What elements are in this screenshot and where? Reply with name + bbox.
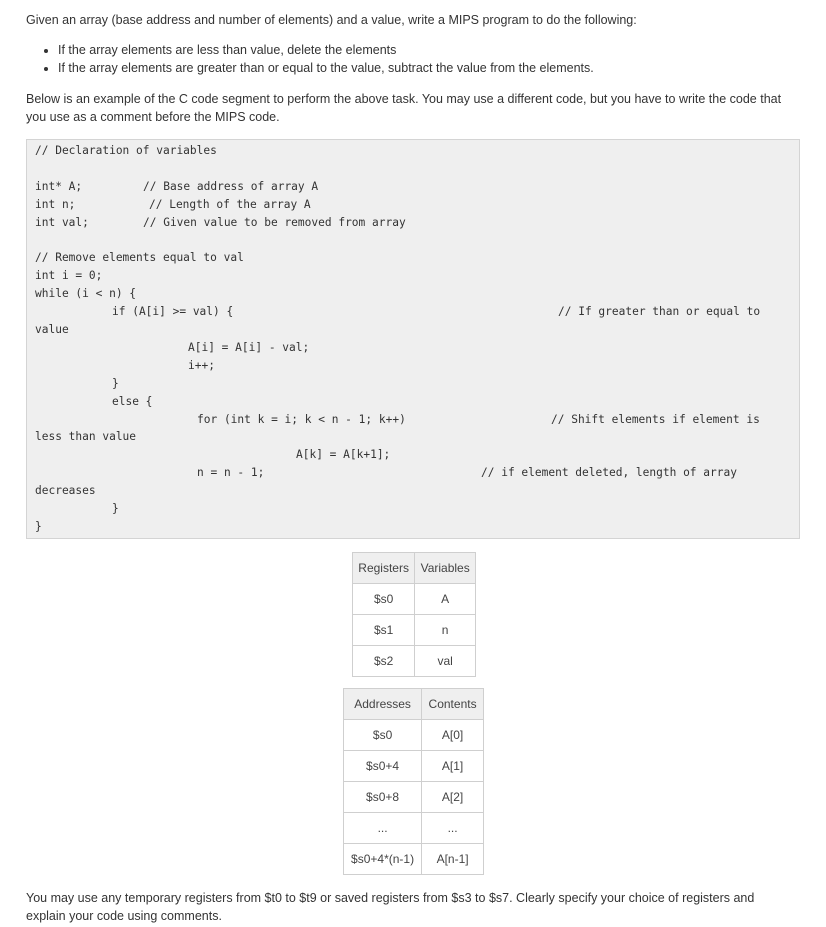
table-row: [353, 615, 476, 646]
code-line: int i = 0;: [35, 269, 103, 282]
code-line: }: [112, 377, 119, 390]
code-line: i++;: [188, 359, 215, 372]
task-list: [34, 41, 594, 77]
table-cell: A[1]: [422, 751, 484, 782]
code-comment: // Length of the array A: [149, 198, 311, 211]
registers-table: [352, 552, 476, 677]
code-comment: // Shift elements if element is: [551, 413, 760, 426]
table-row: [353, 646, 476, 677]
table-cell: n: [415, 615, 476, 646]
table-row: [344, 844, 484, 875]
table-row: [344, 751, 484, 782]
table-row: [344, 813, 484, 844]
task-item: • If the array elements are greater than or equal to the value, subtract the value from the elements.: [58, 59, 594, 77]
column-header: Contents: [422, 689, 484, 720]
code-line: // Declaration of variables: [35, 144, 217, 157]
table-cell: $s0: [353, 584, 415, 615]
table-cell: $s0+4*(n-1): [344, 844, 422, 875]
column-header: Addresses: [344, 689, 422, 720]
table-row: [344, 720, 484, 751]
table-row: [353, 584, 476, 615]
code-line: A[i] = A[i] - val;: [188, 341, 310, 354]
code-comment: // If greater than or equal to: [558, 305, 761, 318]
code-comment: value: [35, 323, 69, 336]
table-cell: A[2]: [422, 782, 484, 813]
code-line: A[k] = A[k+1];: [296, 448, 391, 461]
code-comment: decreases: [35, 484, 96, 497]
code-comment: // Base address of array A: [143, 180, 319, 193]
code-comment: less than value: [35, 430, 137, 443]
closing-text: You may use any temporary registers from $t0 to $t9 or saved registers from $s3 to $s7. Clearly specify your choice of registers and explain your code using comments.: [26, 891, 755, 923]
code-line: }: [112, 502, 119, 515]
code-line: for (int k = i; k < n - 1; k++): [197, 413, 406, 426]
table-header-row: [353, 553, 476, 584]
task-item: • If the array elements are less than value, delete the elements: [58, 41, 594, 59]
code-comment: // Remove elements equal to val: [35, 251, 244, 264]
code-line: else {: [112, 395, 153, 408]
table-cell: $s0+4: [344, 751, 422, 782]
code-line: while (i < n) {: [35, 287, 137, 300]
code-block: [26, 139, 800, 539]
code-line: int val;: [35, 216, 89, 229]
table-cell: $s0+8: [344, 782, 422, 813]
column-header: Variables: [415, 553, 476, 584]
code-comment: // if element deleted, length of array: [481, 466, 737, 479]
table-cell: A: [415, 584, 476, 615]
table-cell: A[0]: [422, 720, 484, 751]
code-line: int n;: [35, 198, 76, 211]
table-row: [344, 782, 484, 813]
table-cell: val: [415, 646, 476, 677]
column-header: Registers: [353, 553, 415, 584]
intro-text: Given an array (base address and number of elements) and a value, write a MIPS program to do the following:: [26, 13, 637, 27]
code-line: int* A;: [35, 180, 83, 193]
code-line: n = n - 1;: [197, 466, 265, 479]
code-comment: // Given value to be removed from array: [143, 216, 406, 229]
table-header-row: [344, 689, 484, 720]
table-cell: $s0: [344, 720, 422, 751]
code-line: }: [35, 520, 42, 533]
table-cell: ...: [422, 813, 484, 844]
code-line: if (A[i] >= val) {: [112, 305, 234, 318]
table-cell: ...: [344, 813, 422, 844]
addresses-table: [343, 688, 484, 875]
table-cell: $s2: [353, 646, 415, 677]
example-description: Below is an example of the C code segment to perform the above task. You may use a different code, but you have to write the code that you use as a comment before the MIPS code.: [26, 92, 782, 124]
table-cell: A[n-1]: [422, 844, 484, 875]
table-cell: $s1: [353, 615, 415, 646]
